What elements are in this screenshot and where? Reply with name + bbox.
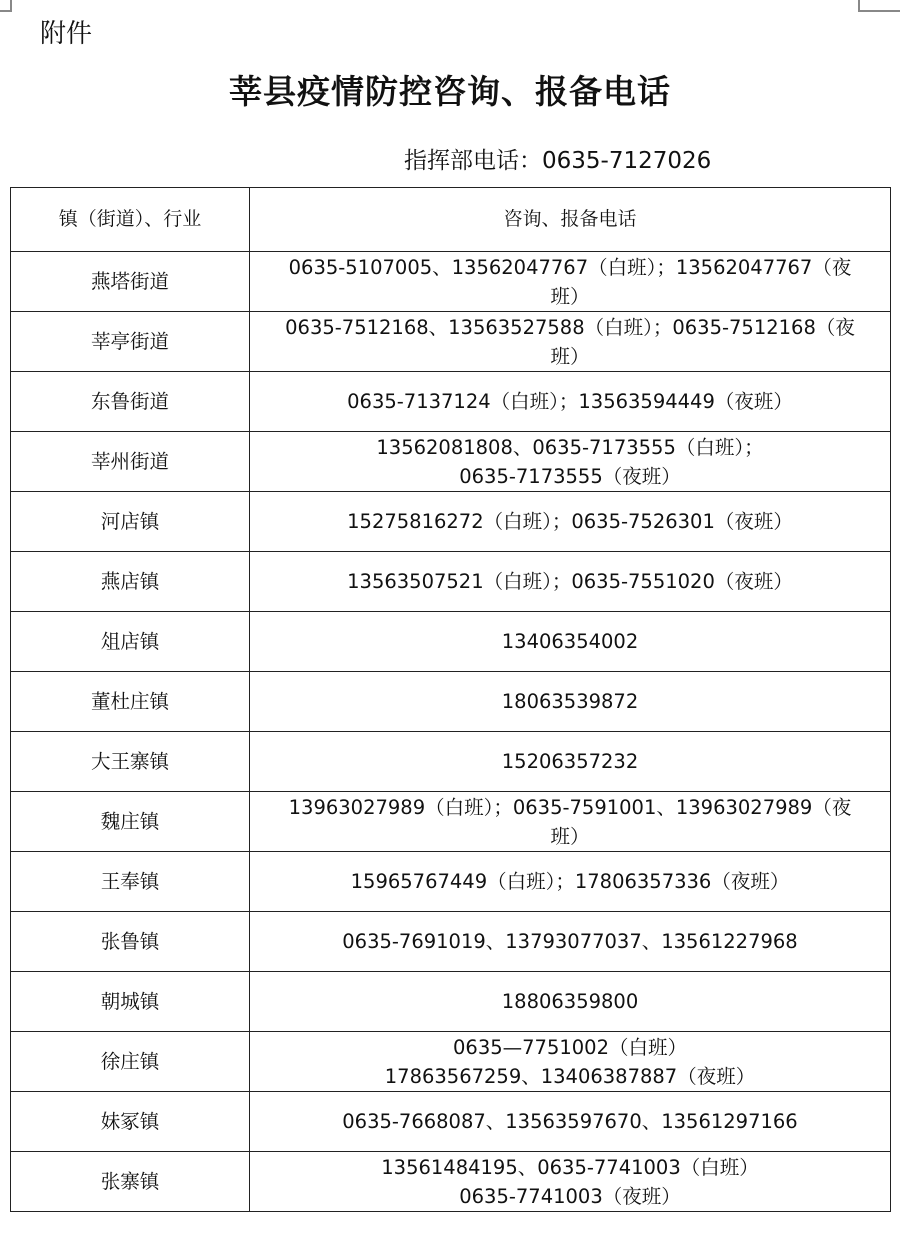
table-row [11,372,891,432]
town-cell: 魏庄镇 [11,792,250,852]
table-row [11,672,891,732]
table-row [11,792,891,852]
phones-cell: 0635—7751002（白班） 17863567259、13406387887（夜班） [250,1032,891,1092]
table-row [11,912,891,972]
phones-cell: 15275816272（白班）；0635-7526301（夜班） [250,492,891,552]
town-cell: 张寨镇 [11,1152,250,1212]
phones-cell: 0635-7668087、13563597670、13561297166 [250,1092,891,1152]
town-cell: 徐庄镇 [11,1032,250,1092]
table-row [11,312,891,372]
page-corner-mark-left [0,0,12,12]
phones-cell: 13406354002 [250,612,891,672]
town-cell: 燕店镇 [11,552,250,612]
headquarters-phone: 指挥部电话：0635-7127026 [404,148,712,174]
town-cell: 大王寨镇 [11,732,250,792]
phones-cell: 0635-7691019、13793077037、13561227968 [250,912,891,972]
header-phones: 咨询、报备电话 [250,188,891,252]
town-cell: 张鲁镇 [11,912,250,972]
phones-cell: 18063539872 [250,672,891,732]
document-title: 莘县疫情防控咨询、报备电话 [229,72,671,111]
town-cell: 董杜庄镇 [11,672,250,732]
phones-cell: 13963027989（白班）；0635-7591001、13963027989（夜 班） [250,792,891,852]
table-row [11,972,891,1032]
header-town: 镇（街道）、行业 [11,188,250,252]
table-row [11,492,891,552]
town-cell: 东鲁街道 [11,372,250,432]
table-row [11,1152,891,1212]
phones-cell: 15965767449（白班）；17806357336（夜班） [250,852,891,912]
town-cell: 妹冢镇 [11,1092,250,1152]
town-cell: 河店镇 [11,492,250,552]
town-cell: 朝城镇 [11,972,250,1032]
town-cell: 莘亭街道 [11,312,250,372]
page-corner-mark-right [858,0,900,12]
table-row [11,1092,891,1152]
town-cell: 王奉镇 [11,852,250,912]
phones-cell: 0635-7512168、13563527588（白班）；0635-7512168（夜 班） [250,312,891,372]
phones-cell: 0635-7137124（白班）；13563594449（夜班） [250,372,891,432]
town-cell: 燕塔街道 [11,252,250,312]
phones-cell: 15206357232 [250,732,891,792]
phones-cell: 18806359800 [250,972,891,1032]
table-row [11,612,891,672]
table-header-row [11,188,891,252]
phones-cell: 13561484195、0635-7741003（白班） 0635-7741003（夜班） [250,1152,891,1212]
table-row [11,732,891,792]
attachment-label: 附件 [40,19,93,49]
phones-cell: 0635-5107005、13562047767（白班）；13562047767（夜 班） [250,252,891,312]
phones-cell: 13563507521（白班）；0635-7551020（夜班） [250,552,891,612]
town-cell: 莘州街道 [11,432,250,492]
table-row [11,432,891,492]
contact-table [10,187,891,1212]
phones-cell: 13562081808、0635-7173555（白班）； 0635-7173555（夜班） [250,432,891,492]
table-row [11,852,891,912]
table-row [11,252,891,312]
table-row [11,552,891,612]
table-row [11,1032,891,1092]
town-cell: 俎店镇 [11,612,250,672]
